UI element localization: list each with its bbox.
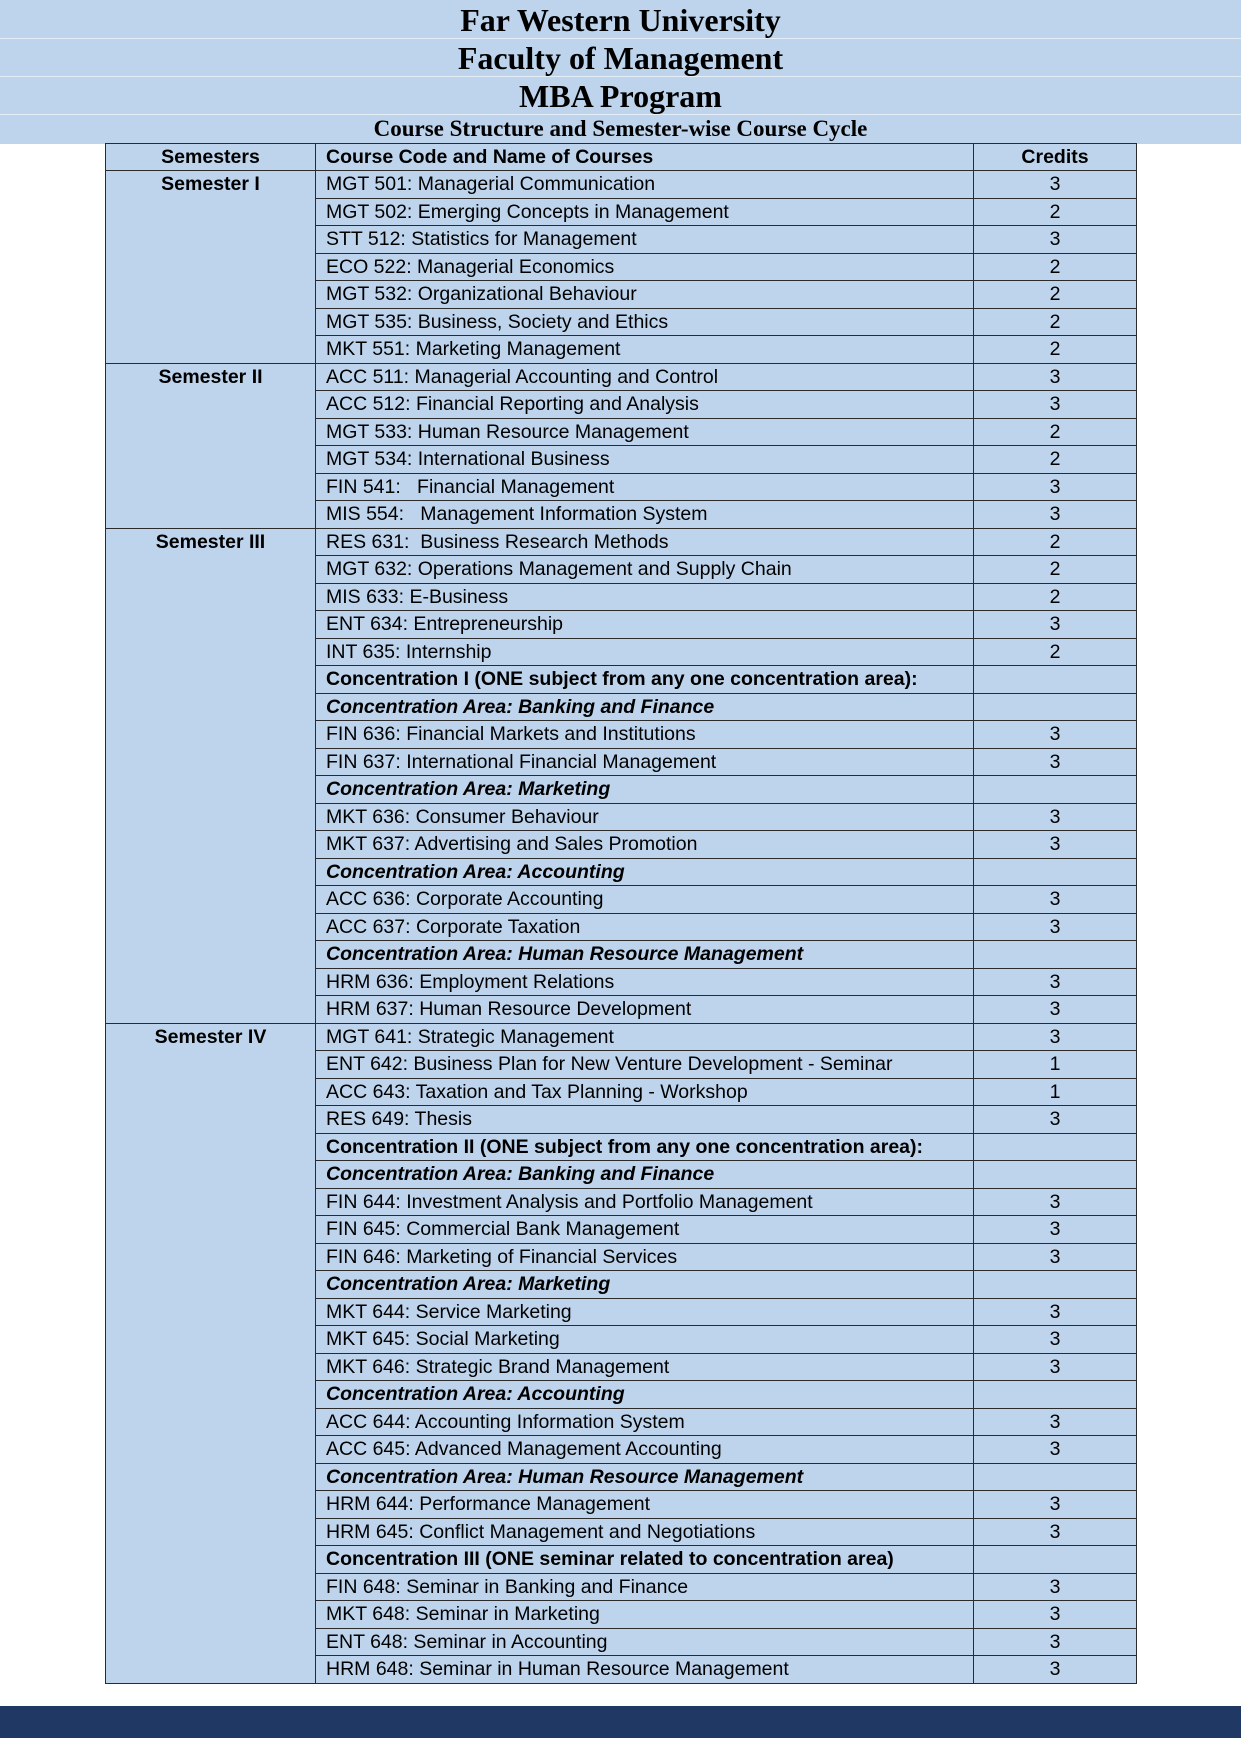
course-name: MGT 501: Managerial Communication	[316, 171, 974, 199]
course-name: ACC 636: Corporate Accounting	[316, 886, 974, 914]
document-header	[0, 0, 1241, 144]
faculty-title: Faculty of Management	[457, 40, 784, 76]
course-name: FIN 646: Marketing of Financial Services	[316, 1243, 974, 1271]
course-name: HRM 648: Seminar in Human Resource Management	[316, 1656, 974, 1684]
course-name: FIN 644: Investment Analysis and Portfolio Management	[316, 1188, 974, 1216]
footer-bar	[0, 1706, 1241, 1738]
course-name: FIN 541: Financial Management	[316, 473, 974, 501]
course-credits	[974, 941, 1137, 969]
course-credits: 3	[974, 1216, 1137, 1244]
concentration-area-heading: Concentration Area: Banking and Finance	[316, 1161, 974, 1189]
course-credits: 3	[974, 473, 1137, 501]
course-name: MIS 554: Management Information System	[316, 501, 974, 529]
semester-label: Semester III	[106, 528, 316, 1023]
course-name: MKT 645: Social Marketing	[316, 1326, 974, 1354]
course-name: ACC 643: Taxation and Tax Planning - Workshop	[316, 1078, 974, 1106]
course-name: MGT 641: Strategic Management	[316, 1023, 974, 1051]
course-name: MGT 533: Human Resource Management	[316, 418, 974, 446]
course-credits: 2	[974, 583, 1137, 611]
course-name: FIN 645: Commercial Bank Management	[316, 1216, 974, 1244]
course-credits: 3	[974, 1188, 1137, 1216]
table-row	[106, 171, 1137, 199]
course-name: FIN 636: Financial Markets and Institutions	[316, 721, 974, 749]
course-credits: 3	[974, 363, 1137, 391]
course-credits: 3	[974, 913, 1137, 941]
course-credits: 3	[974, 886, 1137, 914]
course-name: RES 631: Business Research Methods	[316, 528, 974, 556]
course-structure-table	[105, 143, 1137, 1684]
course-credits: 2	[974, 336, 1137, 364]
header-divider	[0, 38, 1241, 39]
course-name: ACC 645: Advanced Management Accounting	[316, 1436, 974, 1464]
course-credits: 1	[974, 1078, 1137, 1106]
table-body	[106, 171, 1137, 1684]
course-credits: 3	[974, 1408, 1137, 1436]
course-credits: 3	[974, 226, 1137, 254]
university-title: Far Western University	[460, 2, 781, 38]
course-credits	[974, 1133, 1137, 1161]
course-name: ACC 511: Managerial Accounting and Control	[316, 363, 974, 391]
document-subtitle: Course Structure and Semester-wise Course Cycle	[373, 116, 868, 141]
course-credits: 3	[974, 1436, 1137, 1464]
concentration-heading: Concentration I (ONE subject from any one concentration area):	[316, 666, 974, 694]
course-name: MGT 502: Emerging Concepts in Management	[316, 198, 974, 226]
concentration-area-heading: Concentration Area: Marketing	[316, 1271, 974, 1299]
course-name: HRM 637: Human Resource Development	[316, 996, 974, 1024]
course-credits: 1	[974, 1051, 1137, 1079]
course-name: ACC 512: Financial Reporting and Analysis	[316, 391, 974, 419]
course-credits: 2	[974, 446, 1137, 474]
course-credits: 3	[974, 721, 1137, 749]
concentration-heading: Concentration II (ONE subject from any one concentration area):	[316, 1133, 974, 1161]
column-header-credits: Credits	[974, 144, 1137, 171]
course-credits: 2	[974, 253, 1137, 281]
concentration-heading: Concentration III (ONE seminar related to concentration area)	[316, 1546, 974, 1574]
course-credits: 3	[974, 1656, 1137, 1684]
course-name: FIN 637: International Financial Management	[316, 748, 974, 776]
concentration-area-heading: Concentration Area: Human Resource Management	[316, 1463, 974, 1491]
semester-label: Semester II	[106, 363, 316, 528]
course-credits	[974, 1161, 1137, 1189]
course-credits: 3	[974, 171, 1137, 199]
course-credits	[974, 1381, 1137, 1409]
course-credits: 2	[974, 638, 1137, 666]
course-credits: 3	[974, 996, 1137, 1024]
course-name: MKT 646: Strategic Brand Management	[316, 1353, 974, 1381]
course-name: MKT 637: Advertising and Sales Promotion	[316, 831, 974, 859]
course-name: ENT 648: Seminar in Accounting	[316, 1628, 974, 1656]
course-credits: 3	[974, 1353, 1137, 1381]
course-credits: 3	[974, 748, 1137, 776]
course-credits: 2	[974, 418, 1137, 446]
course-credits: 3	[974, 1518, 1137, 1546]
course-credits: 2	[974, 528, 1137, 556]
course-name: MGT 632: Operations Management and Supply Chain	[316, 556, 974, 584]
course-credits: 3	[974, 391, 1137, 419]
course-credits	[974, 1546, 1137, 1574]
course-credits	[974, 776, 1137, 804]
course-name: STT 512: Statistics for Management	[316, 226, 974, 254]
course-name: INT 635: Internship	[316, 638, 974, 666]
course-credits: 3	[974, 1326, 1137, 1354]
course-name: MGT 534: International Business	[316, 446, 974, 474]
course-name: HRM 644: Performance Management	[316, 1491, 974, 1519]
header-divider	[0, 76, 1241, 77]
course-name: MKT 644: Service Marketing	[316, 1298, 974, 1326]
course-name: FIN 648: Seminar in Banking and Finance	[316, 1573, 974, 1601]
course-credits: 2	[974, 556, 1137, 584]
course-name: ENT 634: Entrepreneurship	[316, 611, 974, 639]
course-name: MIS 633: E-Business	[316, 583, 974, 611]
table-row	[106, 363, 1137, 391]
course-credits: 3	[974, 611, 1137, 639]
course-name: HRM 636: Employment Relations	[316, 968, 974, 996]
course-credits: 3	[974, 1601, 1137, 1629]
concentration-area-heading: Concentration Area: Human Resource Management	[316, 941, 974, 969]
table-header-row	[106, 144, 1137, 171]
course-credits: 3	[974, 501, 1137, 529]
course-name: HRM 645: Conflict Management and Negotiations	[316, 1518, 974, 1546]
course-credits: 3	[974, 1573, 1137, 1601]
course-name: MKT 636: Consumer Behaviour	[316, 803, 974, 831]
course-credits	[974, 693, 1137, 721]
concentration-area-heading: Concentration Area: Marketing	[316, 776, 974, 804]
course-credits: 3	[974, 1023, 1137, 1051]
table-row	[106, 1023, 1137, 1051]
course-name: RES 649: Thesis	[316, 1106, 974, 1134]
course-credits: 3	[974, 803, 1137, 831]
header-divider	[0, 114, 1241, 115]
course-credits	[974, 858, 1137, 886]
course-name: MGT 535: Business, Society and Ethics	[316, 308, 974, 336]
concentration-area-heading: Concentration Area: Accounting	[316, 858, 974, 886]
course-credits: 3	[974, 968, 1137, 996]
course-credits: 3	[974, 1106, 1137, 1134]
course-credits: 2	[974, 198, 1137, 226]
concentration-area-heading: Concentration Area: Banking and Finance	[316, 693, 974, 721]
semester-label: Semester I	[106, 171, 316, 364]
concentration-area-heading: Concentration Area: Accounting	[316, 1381, 974, 1409]
course-credits: 3	[974, 1298, 1137, 1326]
course-credits: 2	[974, 281, 1137, 309]
course-credits: 3	[974, 1628, 1137, 1656]
course-name: MKT 551: Marketing Management	[316, 336, 974, 364]
course-credits: 3	[974, 831, 1137, 859]
course-credits	[974, 666, 1137, 694]
course-name: ACC 637: Corporate Taxation	[316, 913, 974, 941]
course-credits	[974, 1271, 1137, 1299]
course-credits: 3	[974, 1243, 1137, 1271]
course-credits: 3	[974, 1491, 1137, 1519]
course-credits	[974, 1463, 1137, 1491]
semester-label: Semester IV	[106, 1023, 316, 1683]
column-header-courses: Course Code and Name of Courses	[316, 144, 974, 171]
column-header-semesters: Semesters	[106, 144, 316, 171]
course-name: ENT 642: Business Plan for New Venture Development - Seminar	[316, 1051, 974, 1079]
course-name: MKT 648: Seminar in Marketing	[316, 1601, 974, 1629]
course-name: MGT 532: Organizational Behaviour	[316, 281, 974, 309]
program-title: MBA Program	[519, 78, 722, 114]
course-name: ECO 522: Managerial Economics	[316, 253, 974, 281]
table-row	[106, 528, 1137, 556]
course-name: ACC 644: Accounting Information System	[316, 1408, 974, 1436]
course-credits: 2	[974, 308, 1137, 336]
